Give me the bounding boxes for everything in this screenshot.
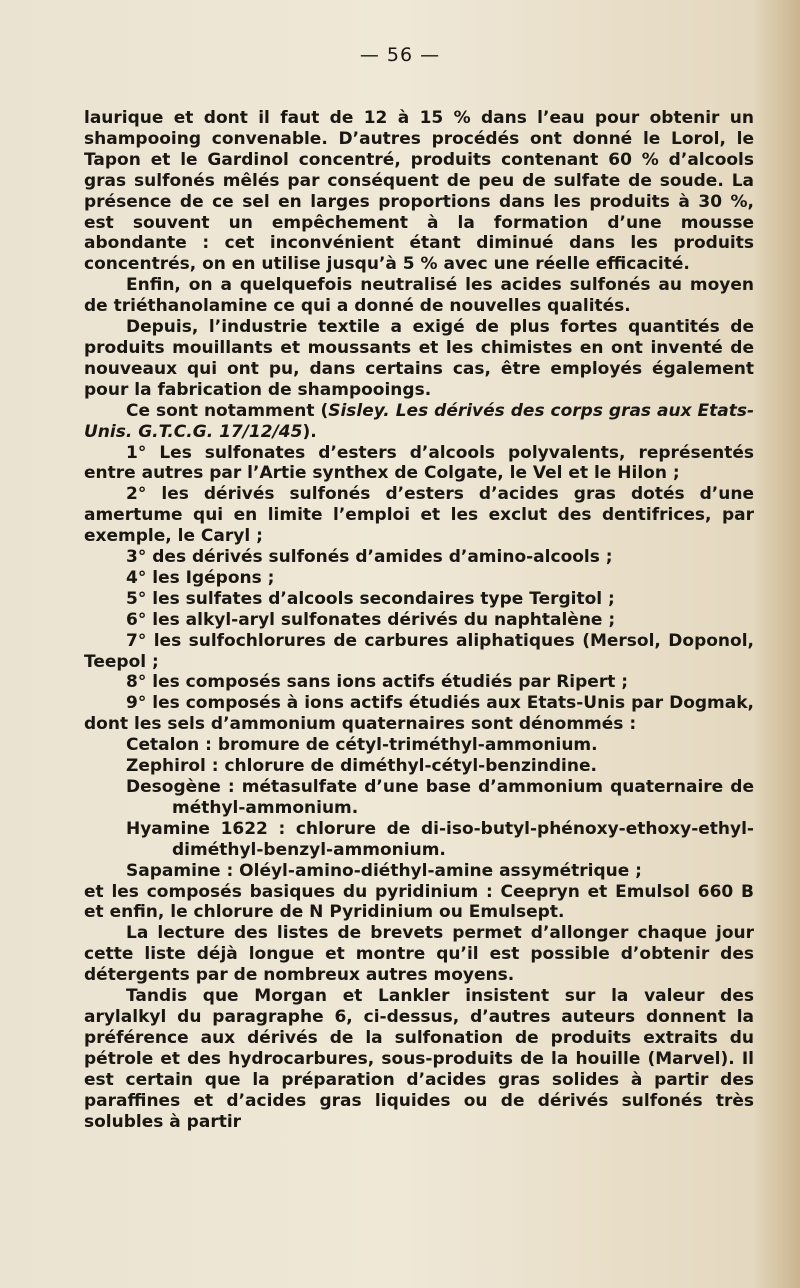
page-body	[84, 108, 754, 1132]
paragraph: Depuis, l’industrie textile a exigé de plus fortes quantités de produits mouillants et moussants et les chimistes en ont inventé de nouveaux qui ont pu, dans certains cas, être employés également pour la fabrication de shampooings.	[84, 317, 754, 400]
paragraph: et les composés basiques du pyridinium : Ceepryn et Emulsol 660 B et enfin, le chlorure de N Pyridinium ou Emulsept.	[84, 881, 754, 923]
list-item: 2° les dérivés sulfonés d’esters d’acides gras dotés d’une amertume qui en limite l’emploi et les exclut des dentifrices, par exemple, le Caryl ;	[84, 484, 754, 547]
list-item: 8° les composés sans ions actifs étudiés par Ripert ;	[126, 672, 629, 693]
definition-item: Cetalon : bromure de cétyl-triméthyl-ammonium.	[126, 735, 598, 756]
reference-title: Sisley. Les dérivés des corps gras aux Etats-Unis. G.T.C.G. 17/12/45	[84, 400, 755, 442]
list-item: 5° les sulfates d’alcools secondaires type Tergitol ;	[126, 588, 615, 609]
paragraph: La lecture des listes de brevets permet d’allonger chaque jour cette liste déjà longue et montre qu’il est possible d’obtenir des détergents par de nombreux autres moyens.	[84, 923, 754, 986]
definition-item: Zephirol : chlorure de diméthyl-cétyl-benzindine.	[126, 756, 597, 777]
paragraph: laurique et dont il faut de 12 à 15 % dans l’eau pour obtenir un shampooing convenable. D’autres procédés ont donné le Lorol, le Tapon et le Gardinol concentré, produits contenant 60 % d’alcools gras sulfonés mêlés par conséquent de peu de sulfate de soude. La présence de ce sel en larges proportions dans les produits à 30 %, est souvent un empêchement à la formation d’une mousse abondante : cet inconvénient étant diminué dans les produits concentrés, on en utilise jusqu’à 5 % avec une réelle efficacité.	[84, 108, 754, 275]
list-item: 3° des dérivés sulfonés d’amides d’amino-alcools ;	[126, 547, 613, 568]
list-item: 7° les sulfochlorures de carbures aliphatiques (Mersol, Doponol, Teepol ;	[84, 630, 754, 672]
definition-item: Sapamine : Oléyl-amino-diéthyl-amine assymétrique ;	[126, 860, 642, 881]
definition-item: Hyamine 1622 : chlorure de di-iso-butyl-phénoxy-ethoxy-ethyl-diméthyl-benzyl-ammonium.	[126, 818, 754, 860]
list-item: 9° les composés à ions actifs étudiés aux Etats-Unis par Dogmak, dont les sels d’ammonium quaternaires sont dénommés :	[84, 693, 754, 735]
reference-paragraph: Ce sont notamment (Sisley. Les dérivés des corps gras aux Etats-Unis. G.T.C.G. 17/12/45).	[84, 400, 755, 442]
paragraph: Enfin, on a quelquefois neutralisé les acides sulfonés au moyen de triéthanolamine ce qui a donné de nouvelles qualités.	[84, 275, 754, 317]
paragraph: Tandis que Morgan et Lankler insistent sur la valeur des arylalkyl du paragraphe 6, ci-dessus, d’autres auteurs donnent la préférence aux dérivés de la sulfonation de produits extraits du pétrole et des hydrocarbures, sous-produits de la houille (Marvel). Il est certain que la préparation d’acides gras solides à partir des paraffines et d’acides gras liquides ou de dérivés sulfonés très solubles à partir	[84, 986, 754, 1132]
list-item: 6° les alkyl-aryl sulfonates dérivés du naphtalène ;	[126, 609, 616, 630]
definition-item: Desogène : métasulfate d’une base d’ammonium quaternaire de méthyl-ammonium.	[126, 777, 754, 818]
list-item: 1° Les sulfonates d’esters d’alcools polyvalents, représentés entre autres par l’Artie synthex de Colgate, le Vel et le Hilon ;	[84, 442, 754, 484]
page-number: — 56 —	[359, 44, 441, 66]
list-item: 4° les Igépons ;	[126, 567, 275, 588]
